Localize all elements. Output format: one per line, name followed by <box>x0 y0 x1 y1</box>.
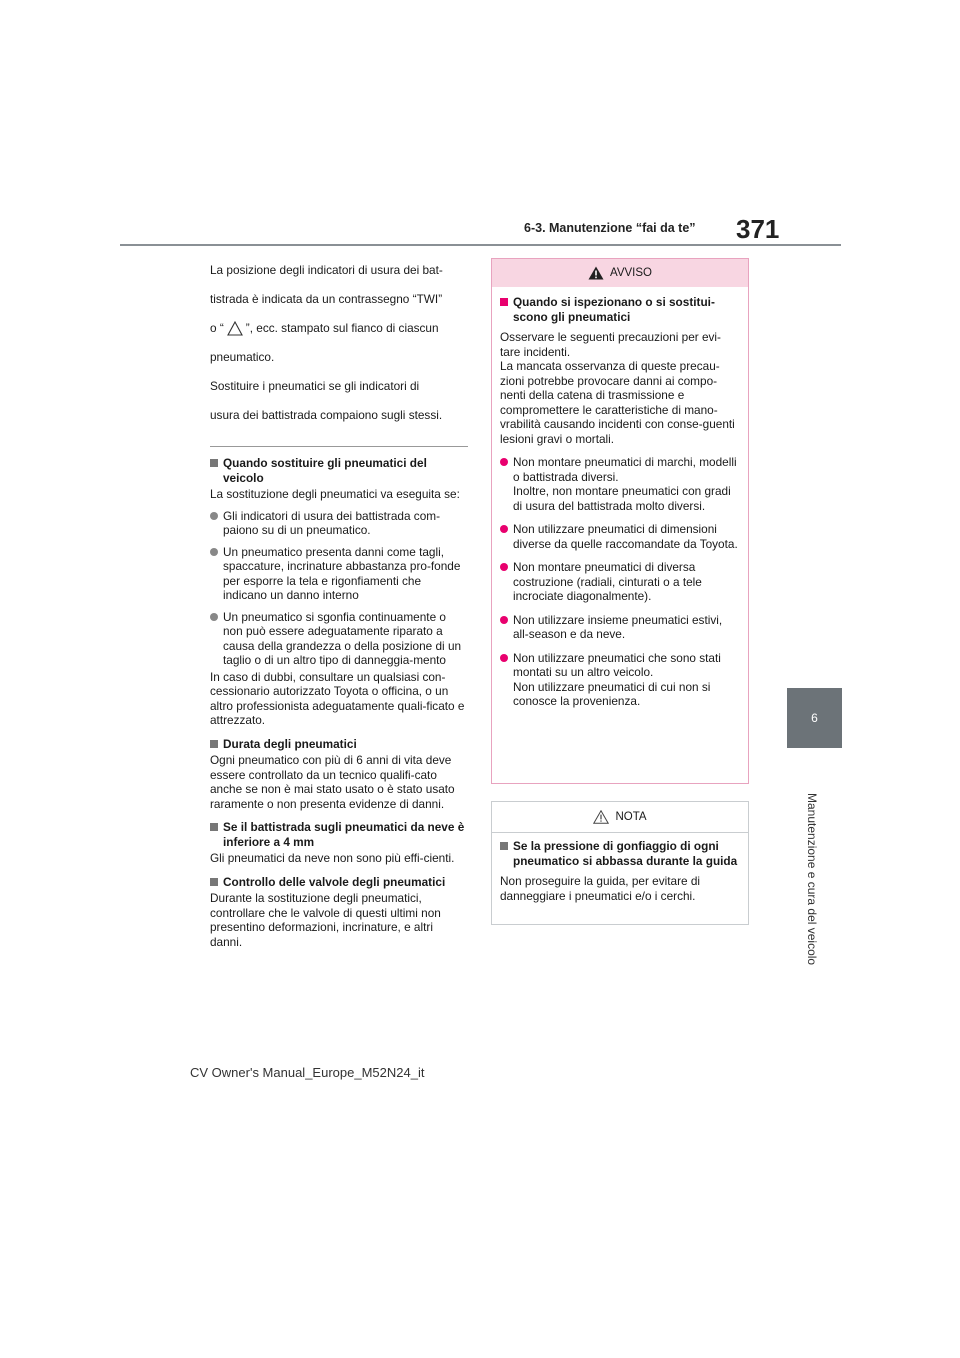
circle-bullet-icon <box>500 563 508 571</box>
chapter-side-label: Manutenzione e cura del veicolo <box>805 793 819 966</box>
list-item: Gli indicatori di usura dei battistrada com-paiono su di un pneumatico. <box>210 509 468 538</box>
warning-box <box>491 258 749 784</box>
triangle-mark-icon <box>227 321 243 336</box>
circle-bullet-icon <box>500 525 508 533</box>
square-bullet-icon <box>500 298 508 306</box>
note-box <box>491 801 749 925</box>
subheading-tire-life: Durata degli pneumatici <box>210 737 468 752</box>
circle-bullet-icon <box>210 613 218 621</box>
square-bullet-icon <box>210 878 218 886</box>
list-item: Un pneumatico presenta danni come tagli, spaccature, incrinature abbastanza pro-fonde per esporre la tela e rigonfiamenti che indicano un danno interno <box>210 545 468 603</box>
intro-text: o “ <box>210 321 224 335</box>
warning-icon <box>588 266 604 280</box>
intro-line: usura dei battistrada compaiono sugli stessi. <box>210 408 443 422</box>
circle-bullet-icon <box>210 512 218 520</box>
paragraph: La sostituzione degli pneumatici va eseguita se: <box>210 487 460 501</box>
circle-bullet-icon <box>500 654 508 662</box>
paragraph: Gli pneumatici da neve non sono più effi-cienti. <box>210 851 455 865</box>
paragraph: La mancata osservanza di queste precau-zioni potrebbe provocare danni ai compo-nenti della catena di trasmissione e compromettere le caratteristiche di mano-vrabilità causando incidenti con conse-guenti lesioni gravi o mortali. <box>500 359 735 446</box>
list-item: Non utilizzare insieme pneumatici estivi, all-season e da neve. <box>500 613 740 642</box>
square-bullet-icon <box>500 842 508 850</box>
intro-line: tistrada è indicata da un contrassegno “TWI” <box>210 292 443 306</box>
left-column <box>210 256 468 949</box>
circle-bullet-icon <box>210 548 218 556</box>
square-bullet-icon <box>210 740 218 748</box>
header-rule <box>120 244 841 246</box>
paragraph: Durante la sostituzione degli pneumatici, controllare che le valvole di questi ultimi non presentino deformazioni, incrinature, e altri danni. <box>210 891 441 949</box>
circle-bullet-icon <box>500 616 508 624</box>
warning-body <box>492 287 748 709</box>
square-bullet-icon <box>210 823 218 831</box>
list-item: Non utilizzare pneumatici di dimensioni diverse da quelle raccomandate da Toyota. <box>500 522 740 551</box>
warning-heading: Quando si ispezionano o si sostitui-scono gli pneumatici <box>500 295 740 324</box>
subheading-valves: Controllo delle valvole degli pneumatici <box>210 875 468 890</box>
chapter-tab: 6 <box>787 688 842 748</box>
square-bullet-icon <box>210 459 218 467</box>
list-item: Non utilizzare pneumatici che sono stati montati su un altro veicolo. Non utilizzare pneumatici di cui non si conosce la provenienza. <box>500 651 740 709</box>
circle-bullet-icon <box>500 458 508 466</box>
subheading-snow-tires: Se il battistrada sugli pneumatici da neve è inferiore a 4 mm <box>210 820 468 849</box>
intro-line <box>210 314 468 343</box>
footer-text: CV Owner's Manual_Europe_M52N24_it <box>190 1065 425 1080</box>
intro-line: pneumatico. <box>210 350 275 364</box>
note-heading: Se la pressione di gonfiaggio di ogni pneumatico si abbassa durante la guida <box>500 839 740 868</box>
subheading-when-replace: Quando sostituire gli pneumatici del veicolo <box>210 456 468 485</box>
page-number: 371 <box>736 214 780 244</box>
paragraph: Ogni pneumatico con più di 6 anni di vita deve essere controllato da un tecnico qualifi-cato anche se non è mai stato usato o è stato usato raramente o non presenta evidenze di danni. <box>210 753 455 811</box>
paragraph: Non proseguire la guida, per evitare di danneggiare i pneumatici e/o i cerchi. <box>500 874 701 903</box>
note-title: NOTA <box>615 810 647 823</box>
intro-paragraph <box>210 256 468 430</box>
list-item: Un pneumatico si sgonfia continuamente o non può essere adeguatamente riparato a causa della grandezza o della posizione di un taglio o di un altro tipo di danneggia-mento <box>210 610 468 668</box>
warning-title: AVVISO <box>610 266 652 279</box>
section-divider <box>210 446 468 447</box>
warning-header <box>492 259 748 287</box>
intro-line: La posizione degli indicatori di usura dei bat- <box>210 263 443 277</box>
intro-text: ”, ecc. stampato sul fianco di ciascun <box>245 321 439 335</box>
paragraph: Osservare le seguenti precauzioni per evi-tare incidenti. <box>500 330 721 359</box>
list-item: Non montare pneumatici di marchi, modelli o battistrada diversi. Inoltre, non montare pneumatici con gradi di usura del battistrada molto diversi. <box>500 455 740 513</box>
list-item: Non montare pneumatici di diversa costruzione (radiali, cinturati o a tele incrociate diagonalmente). <box>500 560 740 604</box>
paragraph: In caso di dubbi, consultare un qualsiasi con-cessionario autorizzato Toyota o officina, o un altro professionista adeguatamente quali-ficato e attrezzato. <box>210 669 465 727</box>
note-header <box>492 802 748 833</box>
intro-line: Sostituire i pneumatici se gli indicatori di <box>210 379 420 393</box>
caution-icon <box>593 810 609 824</box>
note-body <box>492 833 748 903</box>
section-title: 6-3. Manutenzione “fai da te” <box>524 221 696 235</box>
